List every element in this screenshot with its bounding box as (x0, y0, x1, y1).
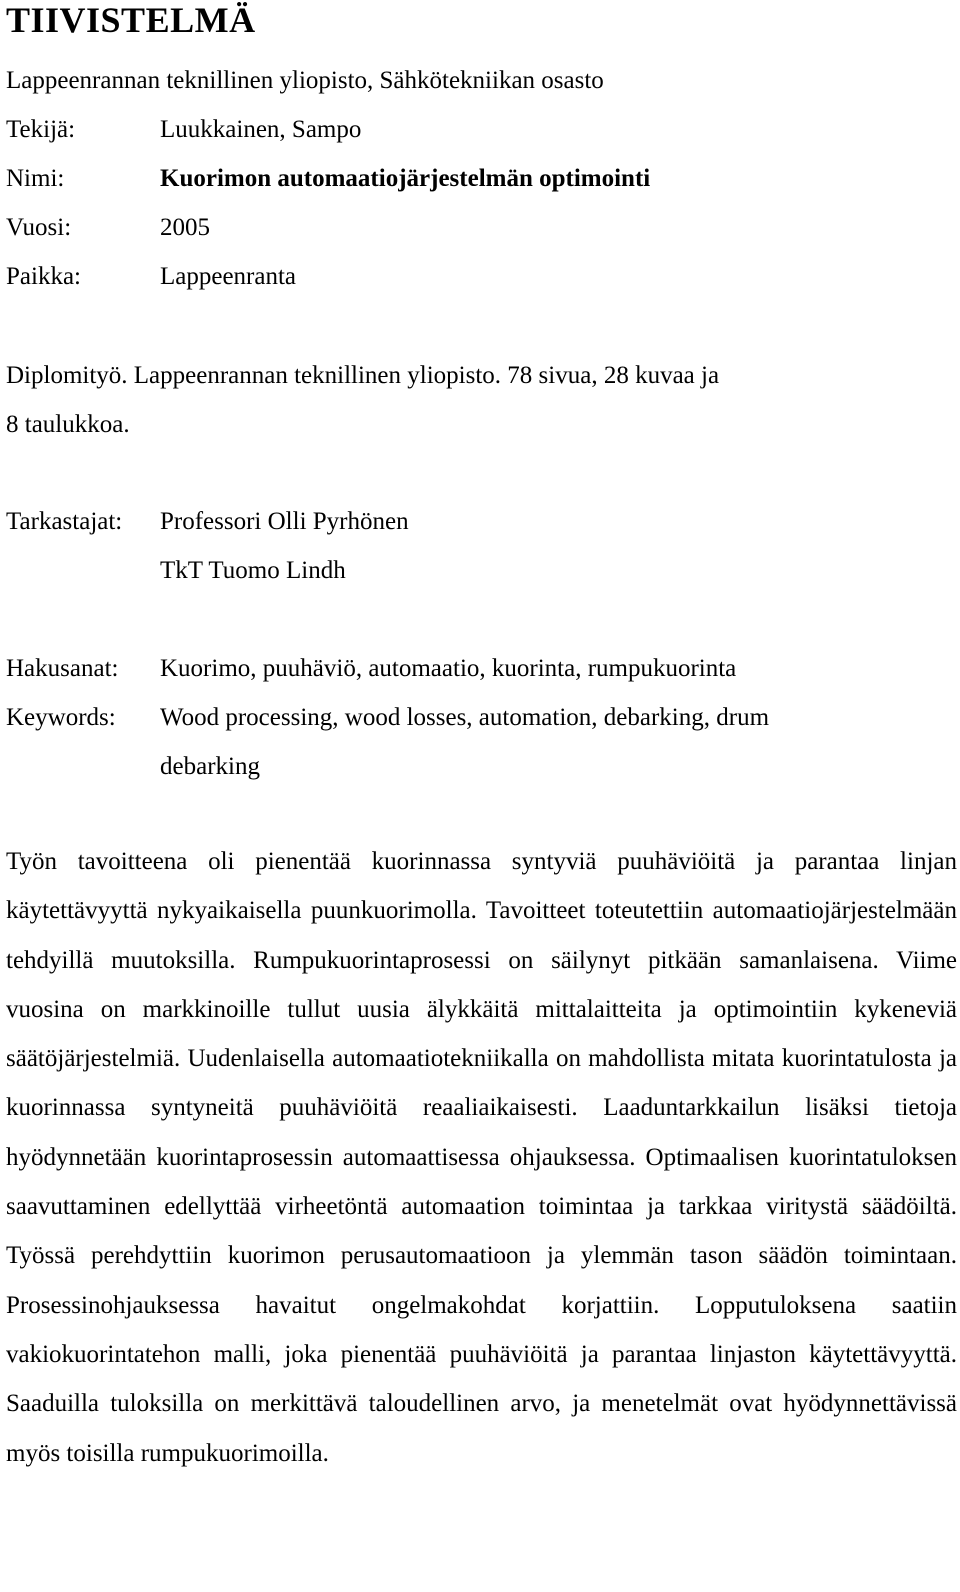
page-title: TIIVISTELMÄ (6, 0, 256, 40)
keywords-fi: Kuorimo, puuhäviö, automaatio, kuorinta, rumpukuorinta (160, 655, 737, 682)
institution: Lappeenrannan teknillinen yliopisto, Sähkötekniikan osasto (6, 67, 604, 94)
thesis-info-line-1: Diplomityö. Lappeenrannan teknillinen yliopisto. 78 sivua, 28 kuvaa ja (6, 362, 720, 389)
examiner-1: Professori Olli Pyrhönen (160, 508, 409, 535)
place-label: Paikka: (6, 263, 81, 290)
author-value: Luukkainen, Sampo (160, 116, 362, 143)
examiner-2: TkT Tuomo Lindh (160, 557, 346, 584)
place-value: Lappeenranta (160, 263, 297, 290)
examiners-label: Tarkastajat: (6, 508, 123, 535)
year-label: Vuosi: (6, 214, 72, 241)
author-label: Tekijä: (6, 116, 76, 143)
abstract-paragraph: Työn tavoitteena oli pienentää kuorinnassa syntyviä puuhäviöitä ja parantaa linjan käytettävyyttä nykyaikaisella puunkuorimolla. Tavoitteet toteutettiin automaatiojärjestelmään tehdyillä muutoksilla. Rumpukuorintaprosessi on säilynyt pitkään samanlaisena. Viime vuosina on markkinoille tullut uusia älykkäitä mittalaitteita ja optimointiin kykeneviä säätöjärjestelmiä. Uudenlaisella automaatiotekniikalla on mahdollista mitata kuorintatulosta ja kuorinnassa syntyneitä puuhäviöitä reaaliaikaisesti. Laaduntarkkailun lisäksi tietoja hyödynnetään kuorintaprosessin automaattisessa ohjauksessa. Optimaalisen kuorintatuloksen saavuttaminen edellyttää virheetöntä automaation toimintaa ja tarkkaa viritystä säädöiltä. Työssä perehdyttiin kuorimon perusautomaatioon ja ylemmän tason säädön toimintaan. Prosessinohjauksessa havaitut ongelmakohdat korjattiin. Lopputuloksena saatiin vakiokuorintatehon malli, joka pienentää puuhäviöitä ja parantaa linjaston käytettävyyttä. Saaduilla tuloksilla on merkittävä taloudellinen arvo, ja menetelmät ovat hyödynnettävissä myös toisilla rumpukuorimoilla. (6, 848, 957, 1467)
thesis-name: Kuorimon automaatiojärjestelmän optimointi (160, 165, 651, 192)
keywords-en-label: Keywords: (6, 704, 116, 731)
name-label: Nimi: (6, 165, 65, 192)
keywords-fi-label: Hakusanat: (6, 655, 119, 682)
keywords-en-line-2: debarking (160, 753, 260, 780)
year-value: 2005 (160, 214, 210, 241)
thesis-info-line-2: 8 taulukkoa. (6, 411, 130, 438)
keywords-en-line-1: Wood processing, wood losses, automation, debarking, drum (160, 704, 770, 731)
